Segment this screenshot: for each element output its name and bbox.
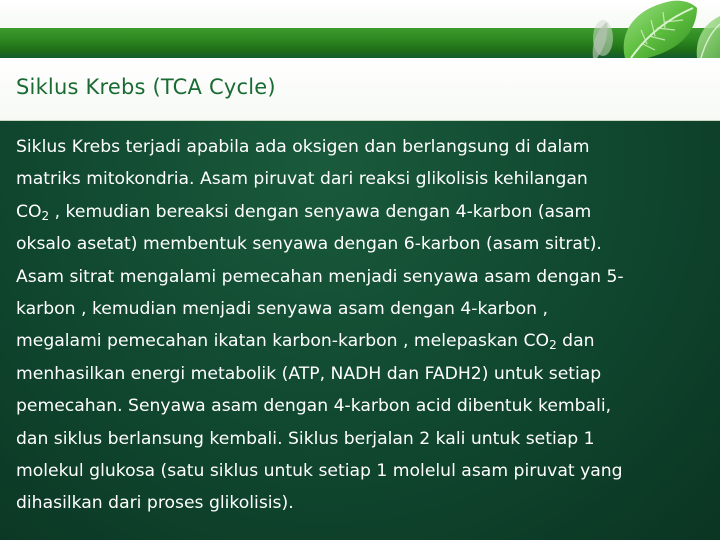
paragraph-line: menhasilkan energi metabolik (ATP, NADH dan FADH2) untuk setiap xyxy=(16,363,602,384)
body-paragraph xyxy=(16,131,716,520)
paragraph-line: molekul glukosa (satu siklus untuk setiap 1 molelul asam piruvat yang xyxy=(16,460,623,481)
paragraph-line-start: megalami pemecahan ikatan karbon-karbon , melepaskan CO xyxy=(16,331,550,352)
paragraph-line xyxy=(16,196,716,228)
leaf-icon xyxy=(585,0,720,58)
leaf-graphic xyxy=(585,0,720,58)
paragraph-line: pemecahan. Senyawa asam dengan 4-karbon acid dibentuk kembali, xyxy=(16,396,612,417)
slide-title: Siklus Krebs (TCA Cycle) xyxy=(16,75,276,99)
co2-subscript: 2 xyxy=(549,338,557,353)
co2-text: CO xyxy=(16,201,42,222)
paragraph-line-rest: , kemudian bereaksi dengan senyawa dengan 4-karbon (asam xyxy=(49,201,592,222)
paragraph-line xyxy=(16,325,716,357)
paragraph-line: Siklus Krebs terjadi apabila ada oksigen dan berlangsung di dalam xyxy=(16,137,590,157)
paragraph-line: dihasilkan dari proses glikolisis). xyxy=(16,493,294,514)
paragraph-line: karbon , kemudian menjadi senyawa asam dengan 4-karbon , xyxy=(16,298,548,319)
paragraph-line: oksalo asetat) membentuk senyawa dengan 6-karbon (asam sitrat). xyxy=(16,234,602,255)
paragraph-line: Asam sitrat mengalami pemecahan menjadi senyawa asam dengan 5- xyxy=(16,266,624,287)
paragraph-line-end: dan xyxy=(556,331,595,352)
co2-subscript: 2 xyxy=(41,208,50,223)
paragraph-line: matriks mitokondria. Asam piruvat dari reaksi glikolisis kehilangan xyxy=(16,169,588,190)
paragraph-line: dan siklus berlansung kembali. Siklus berjalan 2 kali untuk setiap 1 xyxy=(16,428,595,449)
